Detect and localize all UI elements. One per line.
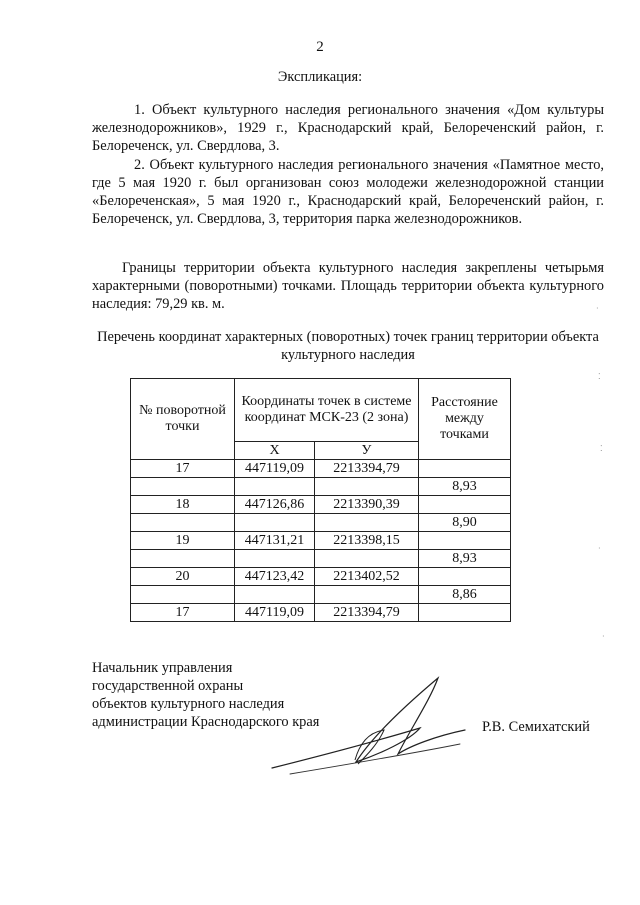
signatory-line: объектов культурного наследия (92, 696, 285, 712)
cell-distance: 8,90 (419, 514, 511, 532)
cell-y: 2213390,39 (315, 496, 419, 514)
cell-distance: 8,93 (419, 550, 511, 568)
signatory-line: Начальник управления (92, 660, 233, 676)
cell-y (315, 550, 419, 568)
cell-x: 447119,09 (235, 604, 315, 622)
cell-point (131, 586, 235, 604)
cell-distance (419, 460, 511, 478)
cell-point: 17 (131, 604, 235, 622)
cell-x (235, 478, 315, 496)
cell-y: 2213394,79 (315, 604, 419, 622)
cell-y (315, 478, 419, 496)
cell-x (235, 586, 315, 604)
table-row (131, 586, 511, 604)
signature-stroke (272, 678, 465, 768)
header-x: X (235, 442, 315, 460)
cell-point: 19 (131, 532, 235, 550)
cell-x (235, 514, 315, 532)
cell-x: 447123,42 (235, 568, 315, 586)
scan-artifact: · (598, 544, 601, 553)
cell-distance (419, 604, 511, 622)
cell-x: 447126,86 (235, 496, 315, 514)
cell-x (235, 550, 315, 568)
cell-point (131, 514, 235, 532)
section-heading: Экспликация: (277, 69, 363, 85)
table-row (131, 532, 511, 550)
signature-stroke (290, 744, 460, 774)
cell-y: 2213394,79 (315, 460, 419, 478)
table-row (131, 550, 511, 568)
table-row (131, 514, 511, 532)
table-row (131, 496, 511, 514)
table-row (131, 604, 511, 622)
header-y: У (315, 442, 419, 460)
cell-point (131, 550, 235, 568)
table-header-row (131, 379, 511, 442)
table-caption: Перечень координат характерных (поворотных) точек границ территории объекта культурного наследия (97, 329, 599, 363)
signatory-name: Р.В. Семихатский (482, 719, 590, 735)
scan-artifact: ⁚ (600, 444, 603, 453)
page-number: 2 (316, 39, 324, 55)
signatory-line: государственной охраны (92, 678, 244, 694)
table-row (131, 568, 511, 586)
cell-distance: 8,86 (419, 586, 511, 604)
cell-point: 17 (131, 460, 235, 478)
cell-y (315, 586, 419, 604)
header-distance: Расстояние между точками (419, 379, 511, 460)
scan-artifact: · (596, 304, 599, 313)
table-row (131, 460, 511, 478)
coordinates-table (130, 378, 511, 622)
cell-y: 2213398,15 (315, 532, 419, 550)
paragraph-object-2: 2. Объект культурного наследия регионального значения «Памятное место, где 5 мая 1920 г. был организован союз молодежи железнодорожной станции «Белореченская», 5 мая 1920 г., Краснодарский край, Белореченский район, г. Белореченск, ул. Свердлова, 3, территория парка железнодорожников. (92, 157, 604, 227)
scan-artifact: · (602, 632, 605, 641)
table-row (131, 478, 511, 496)
signatory-line: администрации Краснодарского края (92, 714, 320, 730)
cell-point: 20 (131, 568, 235, 586)
cell-y: 2213402,52 (315, 568, 419, 586)
cell-point: 18 (131, 496, 235, 514)
paragraph-boundaries: Границы территории объекта культурного наследия закреплены четырьмя характерными (поворотными) точками. Площадь территории объекта культурного наследия: 79,29 кв. м. (92, 260, 604, 312)
header-coordinates: Координаты точек в системе координат МСК-23 (2 зона) (235, 379, 419, 442)
cell-point (131, 478, 235, 496)
cell-distance (419, 532, 511, 550)
header-point-number: № поворотной точки (131, 379, 235, 460)
cell-distance (419, 496, 511, 514)
cell-distance: 8,93 (419, 478, 511, 496)
cell-y (315, 514, 419, 532)
handwritten-signature (260, 670, 480, 780)
scan-artifact: ⁚ (598, 372, 601, 381)
cell-x: 447131,21 (235, 532, 315, 550)
paragraph-object-1: 1. Объект культурного наследия регионального значения «Дом культуры железнодорожников», 1929 г., Краснодарский край, Белореченский район, г. Белореченск, ул. Свердлова, 3. (92, 102, 604, 154)
cell-distance (419, 568, 511, 586)
cell-x: 447119,09 (235, 460, 315, 478)
